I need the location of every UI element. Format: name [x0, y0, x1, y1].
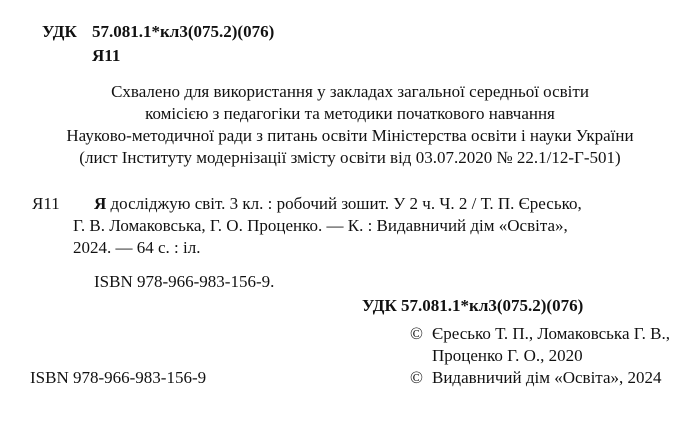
bib-title-bold: Я: [94, 194, 107, 213]
bib-line-2: Г. В. Ломаковська, Г. О. Проценко. — К. : Видавничий дім «Освіта»,: [73, 216, 568, 235]
bib-line-3: 2024. — 64 с. : іл.: [73, 238, 201, 257]
approval-line-2: комісією з педагогіки та методики початкового навчання: [145, 104, 555, 123]
bib-line-1-rest: досліджую світ. 3 кл. : робочий зошит. У 2 ч. Ч. 2 / Т. П. Єресько,: [106, 194, 582, 213]
author-mark: Я11: [92, 46, 121, 65]
footer-udk: УДК 57.081.1*кл3(075.2)(076): [362, 296, 584, 315]
copyright-1-text: Єресько Т. П., Ломаковська Г. В.,: [432, 324, 670, 343]
udk-label: УДК: [42, 22, 77, 41]
footer-isbn: ISBN 978-966-983-156-9: [30, 368, 207, 387]
copyright-2: [410, 368, 661, 388]
approval-line-4: (лист Інституту модернізації змісту освіти від 03.07.2020 № 22.1/12-Г-501): [79, 148, 621, 167]
approval-line-3: Науково-методичної ради з питань освіти Міністерства освіти і науки України: [66, 126, 634, 145]
copyright-symbol: ©: [410, 324, 423, 343]
bib-line-1: [94, 194, 582, 214]
copyright-1-line-2: Проценко Г. О., 2020: [432, 346, 583, 365]
udk-code: 57.081.1*кл3(075.2)(076): [92, 22, 275, 41]
bib-mark: Я11: [32, 194, 60, 213]
copyright-symbol-2: ©: [410, 368, 423, 387]
approval-line-1: Схвалено для використання у закладах загальної середньої освіти: [111, 82, 589, 101]
copyright-1-line-1: [410, 324, 670, 344]
bib-isbn: ISBN 978-966-983-156-9.: [94, 272, 275, 291]
copyright-2-text: Видавничий дім «Освіта», 2024: [432, 368, 662, 387]
